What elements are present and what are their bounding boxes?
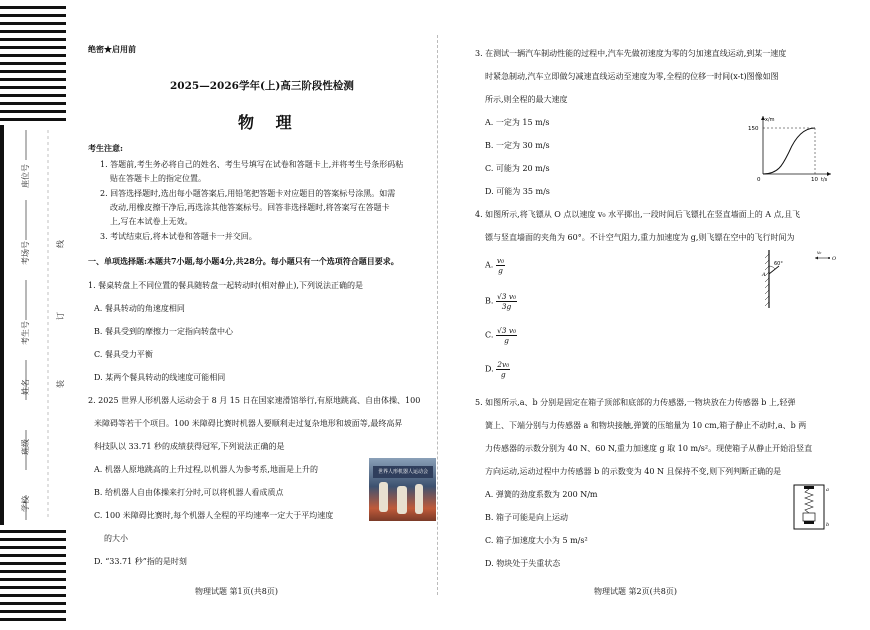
q1-stem: 1. 餐桌转盘上不同位置的餐具随转盘一起转动时(相对静止),下列说法正确的是	[88, 281, 363, 290]
footer-right: 物理试题 第2页(共8页)	[594, 587, 677, 596]
q5-option-a: A. 弹簧的劲度系数为 200 N/m	[485, 490, 598, 499]
section-heading: 一、单项选择题:本题共7小题,每小题4分,共28分。每小题只有一个选项符合题目要求。	[88, 256, 399, 266]
q3-option-d: D. 可能为 35 m/s	[485, 187, 550, 196]
q3-y-label: x/m	[765, 117, 775, 123]
exam-title: 2025—2026学年(上)高三阶段性检测	[170, 80, 354, 92]
notice-line: 上,写在本试卷上无效。	[110, 217, 193, 226]
q3-x-label: t/s	[821, 177, 828, 183]
q1-option-b: B. 餐具受到的摩擦力一定指向转盘中心	[94, 327, 233, 336]
notice-line: 3. 考试结束后,将本试卷和答题卡一并交回。	[100, 232, 257, 241]
q5-sensor-a: a	[826, 487, 829, 493]
q3-y-tick: 150	[748, 126, 759, 132]
photo-figure	[397, 486, 407, 514]
name-label: 姓名	[21, 379, 30, 395]
q5-option-c: C. 箱子加速度大小为 5 m/s²	[485, 536, 588, 545]
q5-box-figure	[790, 482, 832, 532]
q5-stem-line: 方向运动,运动过程中力传感器 b 的示数变为 40 N 且保持不变,则下列判断正确的是	[485, 467, 782, 476]
notice-line: 1. 答题前,考生务必将自己的姓名、考生号填写在试卷和答题卡上,并将考生号条形码粘	[100, 160, 404, 169]
q4-option-a: A. $\frac{\text{v₀}}{g}$	[485, 256, 505, 275]
q5-stem-line: 簧上、下端分别与力传感器 a 和物块接触,弹簧的压缩量为 10 cm,箱子静止不动时,a、b 两	[485, 421, 807, 430]
q2-option-b: B. 给机器人自由体操来打分时,可以将机器人看成质点	[94, 488, 284, 497]
fraction: $\frac{\text{2v₀}}{g}$	[497, 360, 510, 379]
q5-sensor-b: b	[826, 522, 830, 528]
fraction: $\frac{\text{v₀}}{g}$	[496, 256, 505, 275]
q2-option-a: A. 机器人原地跳高的上升过程,以机器人为参考系,地面是上升的	[94, 465, 318, 474]
notice-title: 考生注意:	[88, 143, 123, 153]
q5-option-b: B. 箱子可能是向上运动	[485, 513, 568, 522]
class-label: 班级	[21, 439, 30, 455]
page-divider	[437, 35, 439, 595]
q4-stem-line: 镖与竖直墙面的夹角为 60°。不计空气阻力,重力加速度为 g,则飞镖在空中的飞行时间为	[485, 233, 795, 242]
photo-figure	[379, 482, 388, 512]
fraction: $\frac{\text{√3 v₀}}{3g}$	[496, 292, 517, 311]
q5-option-d: D. 物块处于失重状态	[485, 559, 561, 568]
candidate-number-label: 考生号	[21, 321, 30, 345]
notice-line: 改动,用橡皮擦干净后,再选涂其他答案标号。回答非选择题时,将答案写在答题卡	[110, 203, 390, 212]
q1-option-d: D. 某两个餐具转动的线速度可能相同	[94, 373, 226, 382]
q2-option-d: D. “33.71 秒”指的是时刻	[94, 557, 187, 566]
q4-option-c: C. $\frac{\text{√3 v₀}}{g}$	[485, 326, 517, 345]
q4-dart-figure	[755, 248, 840, 310]
q1-option-c: C. 餐具受力平衡	[94, 350, 153, 359]
q3-option-a: A. 一定为 15 m/s	[485, 118, 550, 127]
q2-option-c-cont: 的大小	[104, 534, 128, 543]
q3-x-tick: 10	[811, 177, 818, 183]
q4-stem-line: 4. 如图所示,将飞镖从 O 点以速度 v₀ 水平掷出,一段时间后飞镖扎在竖直墙面上的 A 点,且飞	[475, 210, 801, 219]
cut-mark-pack: 装	[56, 380, 65, 388]
q5-stem-line: 力传感器的示数分别为 40 N、60 N,重力加速度 g 取 10 m/s²。现使箱子从静止开始沿竖直	[485, 444, 813, 453]
q4-option-d: D. $\frac{\text{2v₀}}{g}$	[485, 360, 510, 379]
q3-option-c: C. 可能为 20 m/s	[485, 164, 550, 173]
q5-stem-line: 5. 如图所示,a、b 分别是固定在箱子顶部和底部的力传感器,一物块放在力传感器 b 上,轻弹	[475, 398, 796, 407]
cut-mark-bind: 订	[56, 312, 65, 320]
q3-stem-line: 3. 在测试一辆汽车制动性能的过程中,汽车先做初速度为零的匀加速直线运动,到某一速度	[475, 49, 787, 58]
seat-number-label: 座位号	[21, 164, 30, 188]
subject-title: 物 理	[238, 113, 300, 132]
q2-stem-line: 2. 2025 世界人形机器人运动会于 8 月 15 日在国家速滑馆举行,有原地跳高、自由体操、100	[88, 396, 421, 405]
q2-stem-line: 科技队以 33.71 秒的成绩获得冠军,下列说法正确的是	[94, 442, 285, 451]
secret-mark: 绝密★启用前	[88, 44, 136, 54]
school-label: 学校	[21, 496, 30, 512]
fraction: $\frac{\text{√3 v₀}}{g}$	[496, 326, 517, 345]
q4-option-b: B. $\frac{\text{√3 v₀}}{3g}$	[485, 292, 517, 311]
q1-option-a: A. 餐具转动的角速度相同	[94, 304, 185, 313]
photo-figure	[415, 484, 423, 514]
q4-angle-label: 60°	[774, 261, 783, 267]
q3-stem-line: 时紧急制动,汽车立即做匀减速直线运动至速度为零,全程的位移一时间(x-t)图像如图	[485, 72, 779, 81]
notice-line: 贴在答题卡上的指定位置。	[110, 174, 206, 183]
q4-v0-label: v₀	[817, 251, 822, 256]
q3-origin: 0	[757, 177, 761, 183]
photo-banner: 世界人形机器人运动会	[373, 466, 433, 478]
q4-point-o: O	[832, 256, 837, 262]
q3-stem-line: 所示,则全程的最大速度	[485, 95, 568, 104]
robot-games-photo	[369, 458, 436, 521]
cut-mark-line: 线	[56, 240, 65, 248]
exam-room-label: 考场号	[21, 241, 30, 265]
notice-line: 2. 回答选择题时,选出每小题答案后,用铅笔把答题卡对应题目的答案标号涂黑。如需	[100, 189, 396, 198]
q2-stem-line: 米障碍等若干个项目。100 米障碍比赛时机器人要顺利走过复杂地形和坡面等,最终高昇	[94, 419, 403, 428]
q2-option-c: C. 100 米障碍比赛时,每个机器人全程的平均速率一定大于平均速度	[94, 511, 334, 520]
q4-point-a: A	[762, 272, 766, 278]
q3-option-b: B. 一定为 30 m/s	[485, 141, 550, 150]
q3-xt-graph	[745, 112, 835, 184]
footer-left: 物理试题 第1页(共8页)	[195, 587, 278, 596]
